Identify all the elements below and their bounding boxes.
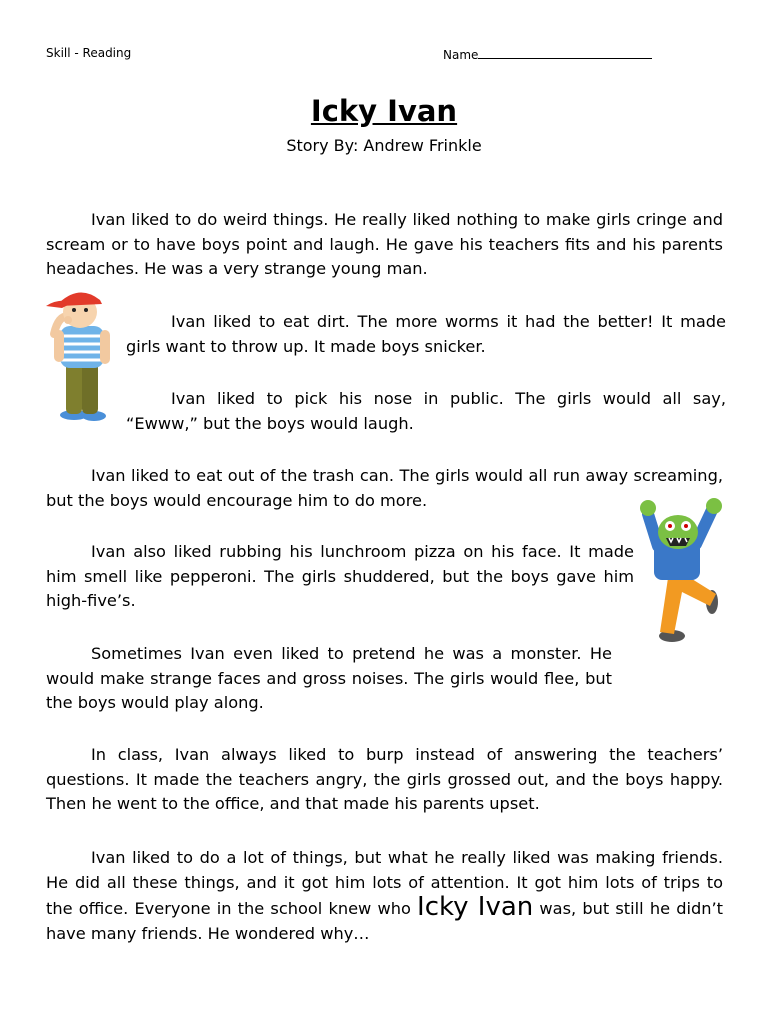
paragraph-8 bbox=[46, 845, 723, 946]
name-field bbox=[443, 46, 652, 62]
monster-kid-illustration bbox=[640, 496, 726, 646]
boy-picking-nose-illustration bbox=[44, 286, 118, 422]
paragraph-5: Ivan also liked rubbing his lunchroom pizza on his face. It made him smell like pepperoni. The girls shuddered, but the boys gave him high-five’s. bbox=[46, 542, 634, 610]
final-text-emphasis: Icky Ivan bbox=[417, 892, 534, 922]
story-title: Icky Ivan bbox=[310, 94, 458, 128]
skill-label: Skill - Reading bbox=[46, 46, 132, 60]
paragraph-2: Ivan liked to eat dirt. The more worms it had the better! It made girls want to throw up. It made boys snicker. bbox=[126, 312, 726, 356]
paragraph-7: In class, Ivan always liked to burp instead of answering the teachers’ questions. It made the teachers angry, the girls grossed out, and the boys happy. Then he went to the office, and that made his parents upset. bbox=[46, 745, 723, 813]
paragraph-3: Ivan liked to pick his nose in public. The girls would all say, “Ewww,” but the boys would laugh. bbox=[126, 389, 726, 433]
final-text-before: Ivan liked to do a lot of things, but what he really liked was making friends. He did all these things, and it got him lots of attention. It got him lots of trips to the office. Everyone in the school knew who bbox=[46, 848, 723, 918]
paragraph-1: Ivan liked to do weird things. He really liked nothing to make girls cringe and scream or to have boys point and laugh. He gave his teachers fits and his parents headaches. He was a very strange young man. bbox=[46, 210, 723, 278]
paragraph-6: Sometimes Ivan even liked to pretend he was a monster. He would make strange faces and gross noises. The girls would flee, but the boys would play along. bbox=[46, 644, 612, 712]
story-author: Story By: Andrew Frinkle bbox=[286, 136, 482, 155]
name-label: Name bbox=[443, 48, 479, 62]
final-text-after: was, but still he didn’t have many friends. He wondered why… bbox=[46, 899, 723, 943]
paragraph-4: Ivan liked to eat out of the trash can. The girls would all run away screaming, but the boys would encourage him to do more. bbox=[46, 466, 723, 510]
name-blank-line bbox=[478, 46, 652, 59]
